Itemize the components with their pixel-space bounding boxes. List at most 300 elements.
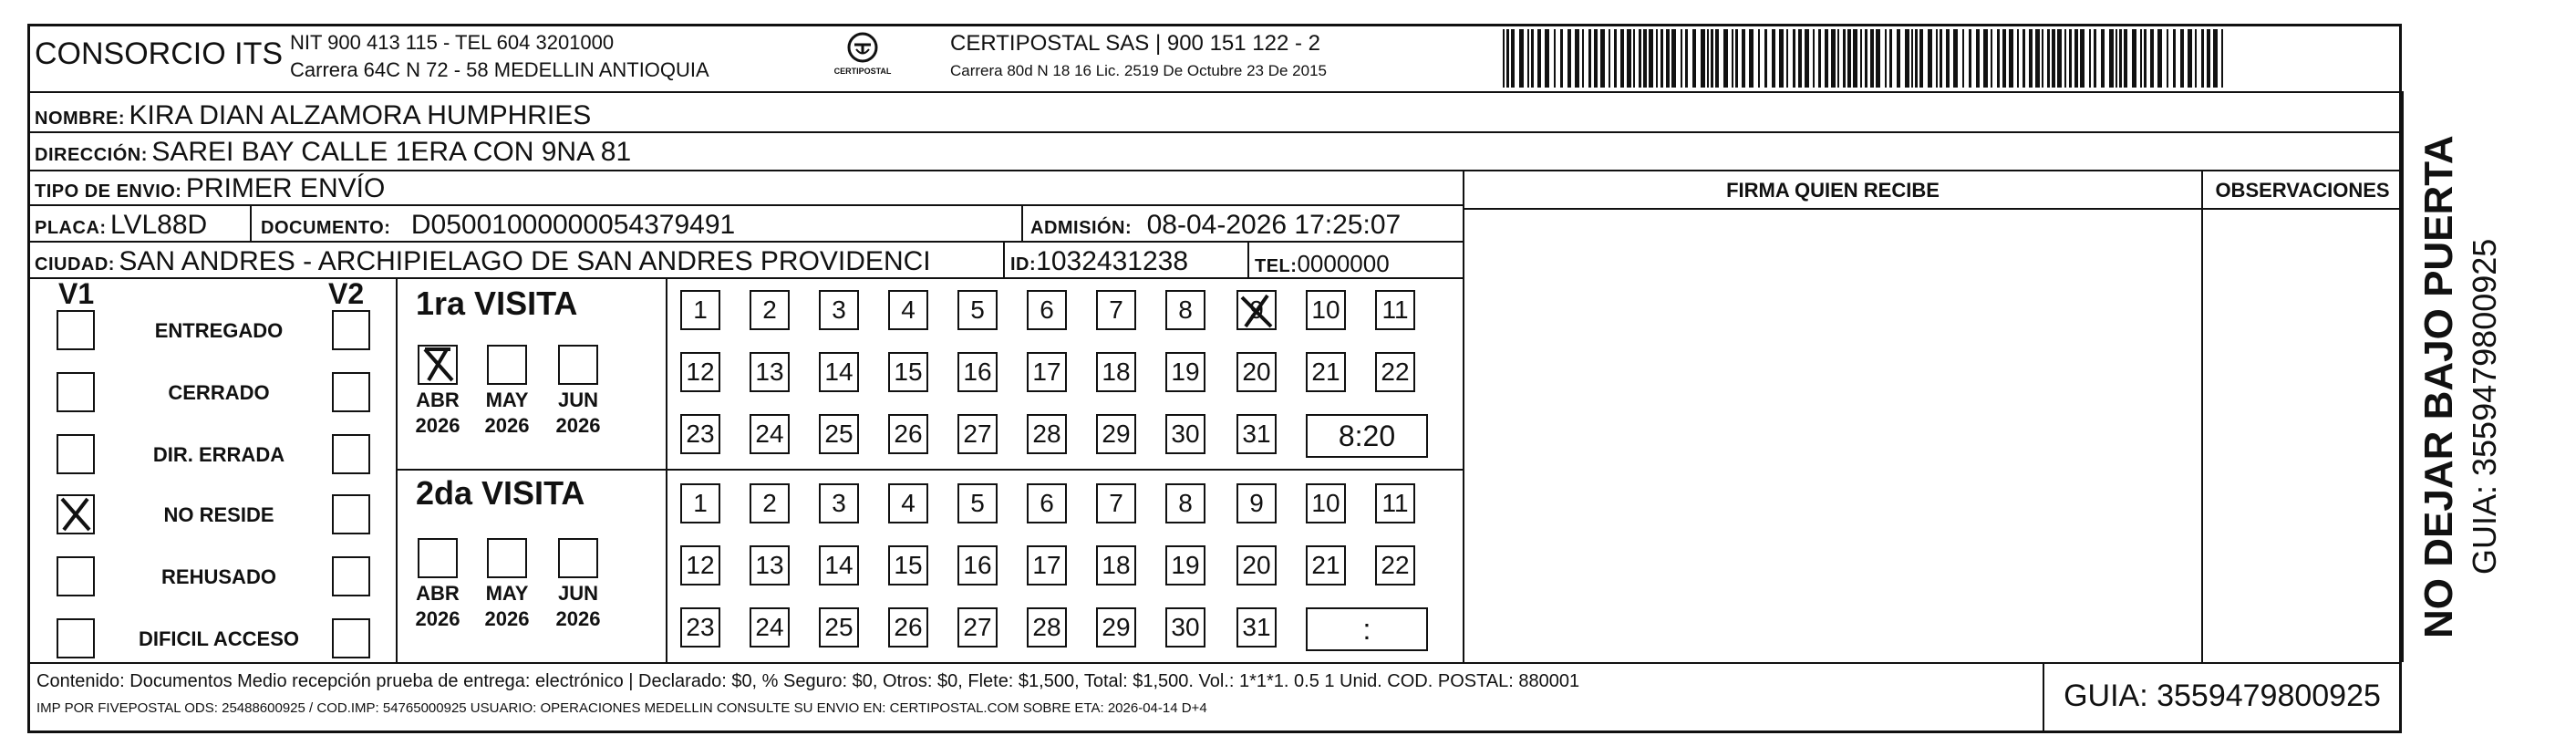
barcode-bar xyxy=(1554,29,1556,88)
barcode-bar xyxy=(1600,29,1605,88)
v1-checkbox[interactable] xyxy=(57,372,95,412)
barcode-bar xyxy=(1681,29,1682,88)
visita2-day-box[interactable] xyxy=(1306,483,1346,523)
barcode-bar xyxy=(1798,29,1802,88)
day-number: 26 xyxy=(894,420,923,448)
footer-imp: IMP POR FIVEPOSTAL ODS: 25488600925 / COD.IMP: 54765000925 USUARIO: OPERACIONES MEDELLIN CONSULTE SU ENVIO EN: CERTIPOSTAL.COM SOBRE ETA: 2026-04-14 D+4 xyxy=(36,700,1207,716)
day-number: 14 xyxy=(824,357,853,386)
direccion-label: DIRECCIÓN: xyxy=(35,145,148,165)
barcode-bar xyxy=(2035,29,2040,88)
admision-value: 08-04-2026 17:25:07 xyxy=(1146,210,1402,240)
barcode-bar xyxy=(2132,29,2136,88)
visita2-day-box[interactable] xyxy=(957,483,998,523)
barcode-bar xyxy=(1991,29,1992,88)
visita1-day-box[interactable] xyxy=(750,352,790,392)
visita1-day-box[interactable] xyxy=(680,352,720,392)
barcode-bar xyxy=(1531,29,1534,88)
visita2-day-box[interactable] xyxy=(1236,483,1277,523)
side-guia: GUIA: 3559479800925 xyxy=(2466,238,2503,575)
barcode-bar xyxy=(1853,29,1857,88)
barcode-bar xyxy=(2042,29,2043,88)
day-number: 21 xyxy=(1311,357,1340,386)
barcode-bar xyxy=(1666,29,1670,88)
visita1-day-box[interactable] xyxy=(1165,352,1205,392)
v1-checkbox[interactable] xyxy=(57,434,95,474)
barcode-bar xyxy=(2180,29,2184,88)
day-number: 7 xyxy=(1109,489,1123,517)
barcode-bar xyxy=(1805,29,1809,88)
barcode-bar xyxy=(1758,29,1760,88)
barcode-bar xyxy=(1639,29,1641,88)
tipo-envio-label: TIPO DE ENVIO: xyxy=(35,181,182,202)
visita1-month-checkbox[interactable] xyxy=(418,345,458,385)
barcode-bar xyxy=(2213,29,2218,88)
visita2-month-label: JUN xyxy=(557,582,598,605)
id-label: ID: xyxy=(1010,254,1037,275)
barcode-bar xyxy=(1793,29,1795,88)
barcode-bar xyxy=(1786,29,1788,88)
visita1-day-box[interactable] xyxy=(1096,290,1136,330)
day-number: 23 xyxy=(686,420,715,448)
day-number: 6 xyxy=(1040,489,1054,517)
barcode-bar xyxy=(1772,29,1775,88)
v2-header: V2 xyxy=(328,277,365,310)
barcode-bar xyxy=(1609,29,1610,88)
admision-label: ADMISIÓN: xyxy=(1030,218,1133,238)
day-number: 22 xyxy=(1381,357,1410,386)
barcode-bar xyxy=(2119,29,2122,88)
day-number: 30 xyxy=(1171,613,1200,641)
barcode-bar xyxy=(2089,29,2091,88)
day-number: 8 xyxy=(1178,295,1193,324)
visita2-day-box[interactable] xyxy=(1165,483,1205,523)
barcode-bar xyxy=(1715,29,1719,88)
day-number: 15 xyxy=(894,357,923,386)
barcode-bar xyxy=(1692,29,1696,88)
placa-label: PLACA: xyxy=(35,218,107,238)
barcode-bar xyxy=(2057,29,2062,88)
day-number: 23 xyxy=(686,613,715,641)
barcode-bar xyxy=(1940,29,1942,88)
v2-checkbox[interactable] xyxy=(332,434,370,474)
observaciones-header: OBSERVACIONES xyxy=(2215,179,2390,202)
visita2-day-box[interactable] xyxy=(750,545,790,585)
visita1-day-box[interactable] xyxy=(819,352,859,392)
visita1-day-box[interactable] xyxy=(819,290,859,330)
barcode xyxy=(1503,24,2232,93)
day-number: 29 xyxy=(1102,613,1131,641)
barcode-bar xyxy=(1928,29,1932,88)
visita2-month-checkbox[interactable] xyxy=(558,538,598,578)
barcode-bar xyxy=(1919,29,1923,88)
v1-checkbox[interactable] xyxy=(57,618,95,658)
barcode-bar xyxy=(2195,29,2197,88)
barcode-bar xyxy=(2029,29,2033,88)
footer-guia: GUIA: 3559479800925 xyxy=(2064,679,2381,713)
v1-checkbox[interactable] xyxy=(57,494,95,534)
certipostal-logo xyxy=(832,31,894,76)
barcode-bar xyxy=(1997,29,2000,88)
visita1-day-box[interactable] xyxy=(888,352,928,392)
barcode-bar xyxy=(1527,29,1529,88)
barcode-bar xyxy=(1885,29,1887,88)
day-number: 1 xyxy=(693,489,708,517)
visita2-day-box[interactable] xyxy=(1096,545,1136,585)
visita2-day-box[interactable] xyxy=(1027,545,1067,585)
barcode-bar xyxy=(1711,29,1713,88)
status-label: CERRADO xyxy=(168,381,270,404)
visita1-day-box[interactable] xyxy=(957,352,998,392)
barcode-bar xyxy=(1983,29,1988,88)
barcode-bar xyxy=(1860,29,1862,88)
barcode-bar xyxy=(2201,29,2204,88)
barcode-bar xyxy=(1905,29,1909,88)
v2-checkbox[interactable] xyxy=(332,372,370,412)
v2-checkbox[interactable] xyxy=(332,494,370,534)
visita2-day-box[interactable] xyxy=(1375,545,1415,585)
barcode-bar xyxy=(2150,29,2154,88)
visita2-day-box[interactable] xyxy=(819,607,859,648)
visita1-day-box[interactable] xyxy=(957,414,998,454)
day-number: 31 xyxy=(1242,420,1271,448)
barcode-bar xyxy=(2069,29,2072,88)
barcode-bar xyxy=(1847,29,1851,88)
barcode-bar xyxy=(2188,29,2192,88)
visita1-day-box[interactable] xyxy=(957,290,998,330)
status-label: REHUSADO xyxy=(161,565,276,588)
barcode-bar xyxy=(2064,29,2066,88)
visita2-month-checkbox[interactable] xyxy=(487,538,527,578)
visita2-title: 2da VISITA xyxy=(416,474,585,512)
visita2-day-box[interactable] xyxy=(957,545,998,585)
day-number: 14 xyxy=(824,551,853,579)
visita1-day-box[interactable] xyxy=(1027,290,1067,330)
company-name: CONSORCIO ITS xyxy=(35,36,284,71)
barcode-bar xyxy=(1915,29,1918,88)
day-number: 17 xyxy=(1032,551,1061,579)
visita1-day-box[interactable] xyxy=(1165,414,1205,454)
day-number: 29 xyxy=(1102,420,1131,448)
visita1-day-box[interactable] xyxy=(750,414,790,454)
visita1-day-box[interactable] xyxy=(750,290,790,330)
day-number: 18 xyxy=(1102,357,1131,386)
barcode-bar xyxy=(1969,29,1971,88)
company-address: Carrera 64C N 72 - 58 MEDELLIN ANTIOQUIA xyxy=(290,58,709,81)
visita2-year-label: 2026 xyxy=(415,607,460,630)
day-number: 15 xyxy=(894,551,923,579)
barcode-bar xyxy=(2144,29,2147,88)
barcode-bar xyxy=(1537,29,1541,88)
visita2-day-box[interactable] xyxy=(1165,545,1205,585)
visita2-day-box[interactable] xyxy=(888,483,928,523)
visita2-day-box[interactable] xyxy=(1096,483,1136,523)
check-mark-icon xyxy=(419,346,456,384)
visita1-day-box[interactable] xyxy=(1236,352,1277,392)
day-number: 20 xyxy=(1242,357,1271,386)
visita1-title: 1ra VISITA xyxy=(416,285,578,322)
v2-checkbox[interactable] xyxy=(332,310,370,350)
visita2-day-box[interactable] xyxy=(888,607,928,648)
tel-value: 0000000 xyxy=(1297,250,1390,277)
visita1-year-label: 2026 xyxy=(555,414,601,437)
barcode-bar xyxy=(2017,29,2019,88)
visita1-month-checkbox[interactable] xyxy=(558,345,598,385)
documento-value: D05001000000054379491 xyxy=(410,210,736,240)
day-number: 12 xyxy=(686,551,715,579)
day-number: 19 xyxy=(1171,357,1200,386)
barcode-bar xyxy=(2047,29,2050,88)
barcode-bar xyxy=(1627,29,1631,88)
day-number: 12 xyxy=(686,357,715,386)
barcode-bar xyxy=(1511,29,1515,88)
barcode-bar xyxy=(1588,29,1591,88)
direccion-value: SAREI BAY CALLE 1ERA CON 9NA 81 xyxy=(151,137,632,167)
day-number: 9 xyxy=(1249,295,1264,324)
barcode-bar xyxy=(1671,29,1676,88)
visita2-day-box[interactable] xyxy=(1027,607,1067,648)
day-number: 3 xyxy=(832,489,846,517)
barcode-bar xyxy=(2023,29,2025,88)
day-number: 13 xyxy=(755,357,784,386)
visita2-day-box[interactable] xyxy=(750,483,790,523)
barcode-bar xyxy=(2124,29,2127,88)
visita1-year-label: 2026 xyxy=(415,414,460,437)
barcode-bar xyxy=(1911,29,1913,88)
visita2-day-box[interactable] xyxy=(1306,545,1346,585)
day-number: 24 xyxy=(755,420,784,448)
barcode-bar xyxy=(1660,29,1663,88)
day-number: 17 xyxy=(1032,357,1061,386)
visita1-day-box[interactable] xyxy=(1165,290,1205,330)
visita1-day-box[interactable] xyxy=(680,290,720,330)
visita2-day-box[interactable] xyxy=(750,607,790,648)
day-number: 11 xyxy=(1381,489,1409,517)
visita1-day-box[interactable] xyxy=(1375,290,1415,330)
barcode-bar xyxy=(1897,29,1900,88)
barcode-bar xyxy=(1503,29,1505,88)
barcode-bar xyxy=(2221,29,2223,88)
day-number: 2 xyxy=(762,489,777,517)
barcode-bar xyxy=(1831,29,1836,88)
visita1-day-box[interactable] xyxy=(819,414,859,454)
barcode-bar xyxy=(1519,29,1524,88)
day-number: 18 xyxy=(1102,551,1131,579)
day-number: 16 xyxy=(963,357,992,386)
day-number: 9 xyxy=(1249,489,1264,517)
barcode-bar xyxy=(1633,29,1635,88)
firma-header: FIRMA QUIEN RECIBE xyxy=(1726,179,1940,202)
barcode-bar xyxy=(1936,29,1938,88)
tipo-envio-value: PRIMER ENVÍO xyxy=(185,173,386,203)
visita2-day-box[interactable] xyxy=(819,545,859,585)
barcode-bar xyxy=(1946,29,1950,88)
visita2-day-box[interactable] xyxy=(819,483,859,523)
day-number: 22 xyxy=(1381,551,1410,579)
ciudad-value: SAN ANDRES - ARCHIPIELAGO DE SAN ANDRES PROVIDENCI xyxy=(119,246,931,276)
day-number: 30 xyxy=(1171,420,1200,448)
barcode-bar xyxy=(2094,29,2096,88)
company-nit-tel: NIT 900 413 115 - TEL 604 3201000 xyxy=(290,31,615,54)
visita2-month-checkbox[interactable] xyxy=(418,538,458,578)
barcode-bar xyxy=(1818,29,1821,88)
day-number: 5 xyxy=(970,489,985,517)
barcode-bar xyxy=(1976,29,1980,88)
barcode-bar xyxy=(1779,29,1784,88)
v1-checkbox[interactable] xyxy=(57,310,95,350)
barcode-bar xyxy=(1594,29,1598,88)
day-number: 24 xyxy=(755,613,784,641)
visita2-day-box[interactable] xyxy=(888,545,928,585)
visita2-month-label: MAY xyxy=(485,582,529,605)
status-label: DIFICIL ACCESO xyxy=(138,627,299,650)
barcode-bar xyxy=(1837,29,1839,88)
day-number: 21 xyxy=(1311,551,1340,579)
visita1-day-box[interactable] xyxy=(1027,414,1067,454)
status-label: NO RESIDE xyxy=(163,503,274,526)
barcode-bar xyxy=(1870,29,1874,88)
barcode-bar xyxy=(1620,29,1624,88)
barcode-bar xyxy=(2173,29,2176,88)
day-number: 1 xyxy=(693,295,708,324)
v2-checkbox[interactable] xyxy=(332,618,370,658)
visita1-day-box[interactable] xyxy=(1306,290,1346,330)
visita2-day-box[interactable] xyxy=(680,545,720,585)
barcode-bar xyxy=(1643,29,1647,88)
visita1-day-box[interactable] xyxy=(1096,352,1136,392)
barcode-bar xyxy=(1506,29,1509,88)
barcode-bar xyxy=(1953,29,1958,88)
day-number: 5 xyxy=(970,295,985,324)
visita1-day-box[interactable] xyxy=(888,290,928,330)
barcode-bar xyxy=(1567,29,1571,88)
barcode-bar xyxy=(1742,29,1745,88)
visita2-day-box[interactable] xyxy=(1096,607,1136,648)
visita1-day-box[interactable] xyxy=(680,414,720,454)
barcode-bar xyxy=(1876,29,1880,88)
visita1-time-box[interactable]: 8:20 xyxy=(1306,414,1428,458)
v2-checkbox[interactable] xyxy=(332,556,370,596)
day-number: 25 xyxy=(824,613,853,641)
day-number: 28 xyxy=(1032,420,1061,448)
visita2-day-box[interactable] xyxy=(680,483,720,523)
barcode-bar xyxy=(1707,29,1709,88)
check-mark-icon xyxy=(58,495,93,534)
barcode-bar xyxy=(2080,29,2085,88)
logo-text: CERTIPOSTAL xyxy=(833,67,892,76)
barcode-bar xyxy=(1685,29,1688,88)
day-number: 25 xyxy=(824,420,853,448)
visita1-month-label: MAY xyxy=(485,389,529,411)
visita2-year-label: 2026 xyxy=(484,607,530,630)
visita2-day-box[interactable] xyxy=(1027,483,1067,523)
barcode-bar xyxy=(1656,29,1658,88)
footer-contenido: Contenido: Documentos Medio recepción prueba de entrega: electrónico | Declarado: $0, % Seguro: $0, Otros: $0, Flete: $1,500, Total: $1,500. Vol.: 1*1*1. 0.5 1 Unid. COD. POSTAL: 880001 xyxy=(36,671,1580,691)
nombre-value: KIRA DIAN ALZAMORA HUMPHRIES xyxy=(129,100,592,130)
visita1-month-label: JUN xyxy=(557,389,598,411)
barcode-bar xyxy=(2140,29,2142,88)
day-number: 6 xyxy=(1040,295,1054,324)
barcode-bar xyxy=(1749,29,1754,88)
nombre-label: NOMBRE: xyxy=(35,109,126,129)
day-number: 27 xyxy=(963,420,992,448)
day-number: 20 xyxy=(1242,551,1271,579)
ciudad-label: CIUDAD: xyxy=(35,254,115,275)
barcode-bar xyxy=(2074,29,2078,88)
barcode-bar xyxy=(2101,29,2105,88)
visita2-day-box[interactable] xyxy=(957,607,998,648)
day-number: 4 xyxy=(901,489,916,517)
visita1-month-checkbox[interactable] xyxy=(487,345,527,385)
barcode-bar xyxy=(1649,29,1653,88)
v1-header: V1 xyxy=(58,277,95,310)
barcode-bar xyxy=(1723,29,1728,88)
barcode-bar xyxy=(1735,29,1738,88)
day-number: 31 xyxy=(1242,613,1271,641)
visita1-day-box[interactable] xyxy=(1027,352,1067,392)
day-number: 7 xyxy=(1109,295,1123,324)
visita2-day-box[interactable] xyxy=(1165,607,1205,648)
day-number: 16 xyxy=(963,551,992,579)
day-number: 28 xyxy=(1032,613,1061,641)
barcode-bar xyxy=(1843,29,1846,88)
logo-mark-icon xyxy=(844,31,881,64)
v1-checkbox[interactable] xyxy=(57,556,95,596)
barcode-bar xyxy=(1764,29,1767,88)
barcode-bar xyxy=(1582,29,1584,88)
barcode-bar xyxy=(2207,29,2210,88)
visita1-day-box[interactable] xyxy=(1236,290,1277,330)
visita2-day-box[interactable] xyxy=(1236,607,1277,648)
day-number: 11 xyxy=(1381,295,1409,324)
day-number: 19 xyxy=(1171,551,1200,579)
barcode-bar xyxy=(2009,29,2013,88)
visita2-day-box[interactable] xyxy=(680,607,720,648)
day-number: 13 xyxy=(755,551,784,579)
barcode-bar xyxy=(1560,29,1563,88)
barcode-bar xyxy=(1865,29,1867,88)
day-number: 4 xyxy=(901,295,916,324)
visita2-year-label: 2026 xyxy=(555,607,601,630)
day-number: 8 xyxy=(1178,489,1193,517)
day-number: 10 xyxy=(1311,489,1340,517)
visita1-day-box[interactable] xyxy=(1096,414,1136,454)
barcode-bar xyxy=(1575,29,1579,88)
visita2-month-label: ABR xyxy=(416,582,460,605)
barcode-bar xyxy=(1732,29,1733,88)
visita1-month-label: ABR xyxy=(416,389,460,411)
visita2-day-box[interactable] xyxy=(1375,483,1415,523)
visita1-year-label: 2026 xyxy=(484,414,530,437)
tel-label: TEL: xyxy=(1255,256,1298,276)
carrier-address: Carrera 80d N 18 16 Lic. 2519 De Octubre 23 De 2015 xyxy=(950,62,1327,79)
placa-value: LVL88D xyxy=(110,210,208,240)
status-label: DIR. ERRADA xyxy=(152,443,285,466)
barcode-bar xyxy=(1889,29,1892,88)
barcode-bar xyxy=(1701,29,1705,88)
barcode-bar xyxy=(2167,29,2168,88)
visita1-day-box[interactable] xyxy=(888,414,928,454)
visita2-time-box[interactable]: : xyxy=(1306,607,1428,651)
visita1-day-box[interactable] xyxy=(1306,352,1346,392)
barcode-bar xyxy=(2052,29,2055,88)
visita1-day-box[interactable] xyxy=(1375,352,1415,392)
barcode-bar xyxy=(1962,29,1964,88)
day-number: 27 xyxy=(963,613,992,641)
id-value: 1032431238 xyxy=(1036,246,1189,276)
visita2-day-box[interactable] xyxy=(1236,545,1277,585)
visita1-day-box[interactable] xyxy=(1236,414,1277,454)
barcode-bar xyxy=(1545,29,1549,88)
